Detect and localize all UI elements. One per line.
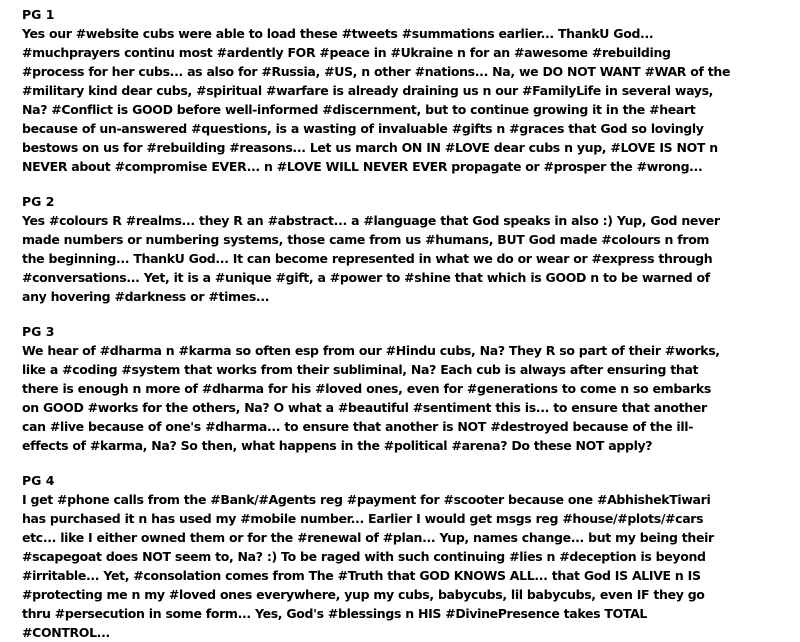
paragraph-line: made numbers or numbering systems, those came from us #humans, BUT God made #colours n from bbox=[22, 232, 710, 247]
paragraph-line: can #live because of one's #dharma... to ensure that another is NOT #destroyed because of the ill- bbox=[22, 419, 694, 434]
paragraph-line: effects of #karma, Na? So then, what happens in the #political #arena? Do these NOT apply? bbox=[22, 438, 653, 453]
paragraph-line: #irritable... Yet, #consolation comes from The #Truth that GOD KNOWS ALL... that God IS ALIVE n IS bbox=[22, 568, 701, 583]
section-pg4 bbox=[22, 471, 786, 642]
paragraph-line: NEVER about #compromise EVER... n #LOVE WILL NEVER EVER propagate or #prosper the #wrong... bbox=[22, 159, 703, 174]
paragraph-line: has purchased it n has used my #mobile number... Earlier I would get msgs reg #house/#plots/#cars bbox=[22, 511, 704, 526]
paragraph-line: #CONTROL... bbox=[22, 625, 110, 640]
paragraph-line: because of un-answered #questions, is a wasting of invaluable #gifts n #graces that God so lovingly bbox=[22, 121, 704, 136]
section-heading: PG 3 bbox=[22, 324, 55, 339]
paragraph-line: We hear of #dharma n #karma so often esp from our #Hindu cubs, Na? They R so part of their #works, bbox=[22, 343, 720, 358]
paragraph-line: #scapegoat does NOT seem to, Na? :) To be raged with such continuing #lies n #deception is beyond bbox=[22, 549, 706, 564]
paragraph-line: thru #persecution in some form... Yes, God's #blessings n HIS #DivinePresence takes TOTAL bbox=[22, 606, 648, 621]
section-pg3 bbox=[22, 322, 786, 455]
section-heading: PG 2 bbox=[22, 194, 55, 209]
paragraph-line: on GOOD #works for the others, Na? O what a #beautiful #sentiment this is... to ensure that another bbox=[22, 400, 707, 415]
paragraph-line: Yes #colours R #realms... they R an #abstract... a #language that God speaks in also :) Yup, God never bbox=[22, 213, 720, 228]
paragraph-line: I get #phone calls from the #Bank/#Agents reg #payment for #scooter because one #AbhishekTiwari bbox=[22, 492, 711, 507]
paragraph-line: #military kind dear cubs, #spiritual #warfare is already draining us n our #FamilyLife in several ways, bbox=[22, 83, 714, 98]
paragraph-line: #conversations... Yet, it is a #unique #gift, a #power to #shine that which is GOOD n to be warned of bbox=[22, 270, 710, 285]
paragraph-line: Yes our #website cubs were able to load these #tweets #summations earlier... ThankU God... bbox=[22, 26, 654, 41]
paragraph-line: like a #coding #system that works from their subliminal, Na? Each cub is always after ensuring that bbox=[22, 362, 699, 377]
section-pg1 bbox=[22, 5, 786, 176]
paragraph-line: the beginning... ThankU God... It can become represented in what we do or wear or #express through bbox=[22, 251, 713, 266]
section-heading: PG 1 bbox=[22, 7, 55, 22]
paragraph-line: #muchprayers continu most #ardently FOR #peace in #Ukraine n for an #awesome #rebuilding bbox=[22, 45, 671, 60]
paragraph-line: any hovering #darkness or #times... bbox=[22, 289, 270, 304]
paragraph-line: there is enough n more of #dharma for his #loved ones, even for #generations to come n so embarks bbox=[22, 381, 711, 396]
paragraph-line: #process for her cubs... as also for #Russia, #US, n other #nations... Na, we DO NOT WANT #WAR of the bbox=[22, 64, 731, 79]
section-pg2 bbox=[22, 192, 786, 306]
paragraph-line: bestows on us for #rebuilding #reasons... Let us march ON IN #LOVE dear cubs n yup, #LOVE IS NOT n bbox=[22, 140, 718, 155]
section-heading: PG 4 bbox=[22, 473, 55, 488]
paragraph-line: etc... like I either owned them or for the #renewal of #plan... Yup, names change... but my being their bbox=[22, 530, 714, 545]
paragraph-line: #protecting me n my #loved ones everywhere, yup my cubs, babycubs, lil babycubs, even IF they go bbox=[22, 587, 705, 602]
paragraph-line: Na? #Conflict is GOOD before well-informed #discernment, but to continue growing it in the #heart bbox=[22, 102, 696, 117]
